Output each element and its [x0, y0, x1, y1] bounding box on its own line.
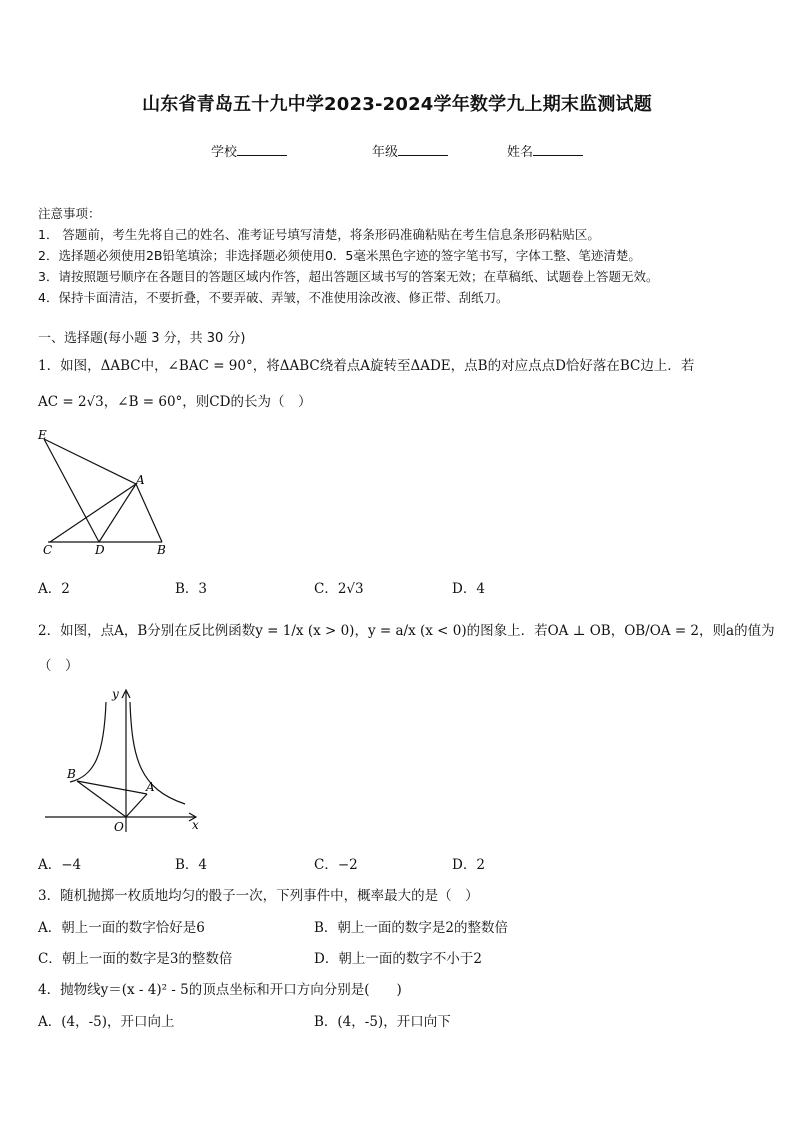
- grade-field: [372, 141, 448, 160]
- note-item: 2．选择题必须使用2B铅笔填涂；非选择题必须使用0．5毫米黑色字迹的签字笔书写，字体工整、笔迹清楚。: [38, 248, 641, 263]
- q3-option-c[interactable]: C．朝上一面的数字是3的整数倍: [38, 951, 233, 967]
- q1-option-d[interactable]: D．4: [452, 581, 485, 597]
- q2-option-b[interactable]: B．4: [175, 857, 208, 873]
- q1-line2: AC = 2√3，∠B = 60°，则CD的长为（ ）: [38, 394, 312, 410]
- label-E: E: [38, 428, 47, 442]
- label-D: D: [95, 543, 105, 557]
- q4-option-a[interactable]: A．(4，-5)，开口向上: [38, 1014, 175, 1030]
- note-item: 3．请按照题号顺序在各题目的答题区域内作答，超出答题区域书写的答案无效；在草稿纸、试题卷上答题无效。: [38, 269, 659, 284]
- q4-stem: 4．抛物线y＝(x - 4)² - 5的顶点坐标和开口方向分别是( ): [38, 982, 402, 998]
- q1-figure: [30, 422, 180, 562]
- q3-option-a[interactable]: A．朝上一面的数字恰好是6: [38, 920, 205, 936]
- label-A: A: [136, 473, 145, 487]
- grade-blank[interactable]: [398, 143, 448, 156]
- q3-option-b[interactable]: B．朝上一面的数字是2的整数倍: [314, 920, 509, 936]
- school-label: 学校: [211, 145, 238, 160]
- school-blank[interactable]: [237, 143, 287, 156]
- label-x: x: [192, 818, 199, 832]
- section-title: 一、选择题(每小题 3 分，共 30 分): [38, 331, 246, 346]
- school-field: [211, 141, 287, 160]
- notes-title: 注意事项：: [38, 206, 101, 221]
- note-item: 4．保持卡面清洁，不要折叠，不要弄破、弄皱，不准使用涂改液、修正带、刮纸刀。: [38, 290, 509, 305]
- grade-label: 年级: [372, 145, 399, 160]
- q1-option-b[interactable]: B．3: [175, 581, 208, 597]
- q2-line2: （ ）: [38, 658, 79, 674]
- label-C: C: [43, 543, 53, 557]
- q4-option-b[interactable]: B．(4，-5)，开口向下: [314, 1014, 451, 1030]
- q2-option-d[interactable]: D．2: [452, 857, 485, 873]
- name-field: [507, 141, 583, 160]
- q3-option-d[interactable]: D．朝上一面的数字不小于2: [314, 951, 482, 967]
- note-item: 1． 答题前，考生先将自己的姓名、准考证号填写清楚，将条形码准确粘贴在考生信息条形码粘贴区。: [38, 227, 600, 242]
- label-B: B: [67, 767, 76, 781]
- q2-option-c[interactable]: C．−2: [314, 857, 358, 873]
- q2-figure: [40, 684, 210, 836]
- q2-option-a[interactable]: A．−4: [38, 857, 82, 873]
- label-B: B: [157, 543, 166, 557]
- label-A: A: [146, 780, 155, 794]
- q1-line1: 1．如图，ΔABC中，∠BAC = 90°，将ΔABC绕着点A旋转至ΔADE，点B的对应点点D恰好落在BC边上．若: [38, 358, 695, 374]
- label-y: y: [112, 687, 119, 701]
- name-label: 姓名: [507, 145, 534, 160]
- name-blank[interactable]: [533, 143, 583, 156]
- page-title: 山东省青岛五十九中学2023-2024学年数学九上期末监测试题: [142, 94, 652, 115]
- q1-option-a[interactable]: A．2: [38, 581, 70, 597]
- label-O: O: [114, 820, 124, 834]
- q2-line1: 2．如图，点A，B分别在反比例函数y = 1/x (x > 0)，y = a/x (x < 0)的图象上．若OA ⊥ OB，OB/OA = 2，则a的值为: [38, 623, 775, 639]
- q3-stem: 3．随机抛掷一枚质地均匀的骰子一次，下列事件中，概率最大的是（ ）: [38, 888, 479, 904]
- q1-option-c[interactable]: C．2√3: [314, 581, 364, 597]
